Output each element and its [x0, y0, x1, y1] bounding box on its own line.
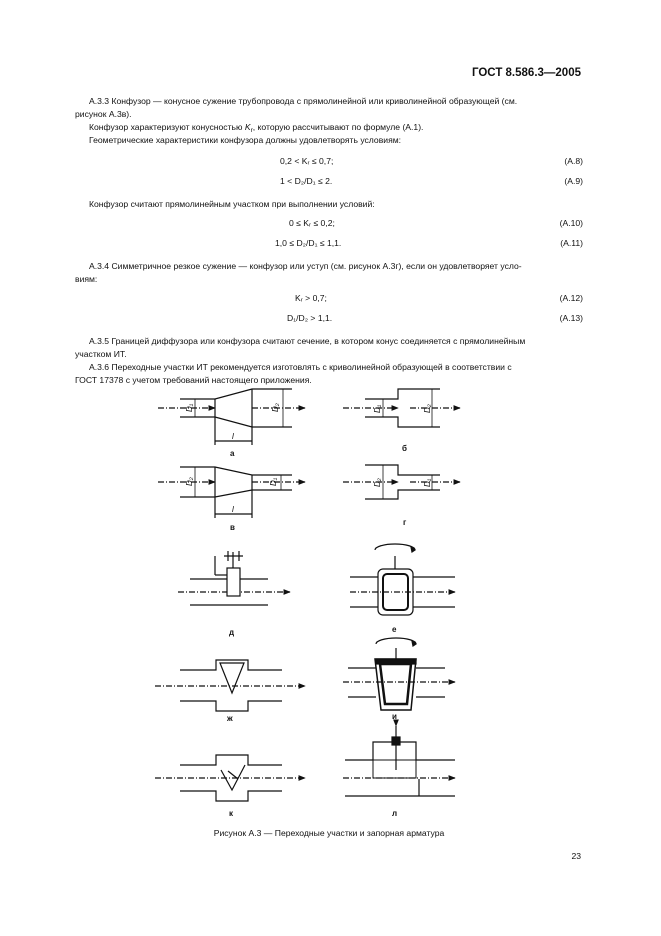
formula-a9-number: (А.9): [564, 176, 583, 186]
para-geom: Геометрические характеристики конфузора должны удовлетворять условиям:: [89, 135, 402, 145]
diagram-k-angle-valve: [155, 755, 305, 801]
formula-a12-expr: Kᵣ > 0,7;: [295, 293, 327, 303]
dim-b-d2: D₂: [423, 404, 432, 413]
para-a33-line1: А.3.3 Конфузор — конусное сужение трубопровода с прямолинейной или криволинейной образующей (см.: [89, 96, 518, 106]
para-a33-line2: рисунок А.3в).: [75, 109, 132, 119]
dim-g-d1: D₁: [423, 478, 432, 487]
formula-a8-number: (А.8): [564, 156, 583, 166]
document-header: ГОСТ 8.586.3—2005: [471, 67, 581, 79]
formula-a12-number: (А.12): [559, 293, 583, 303]
diagram-b-expansion: [343, 389, 460, 427]
label-zh: ж: [227, 714, 233, 723]
para-a35-line1: А.3.5 Границей диффузора или конфузора считают сечение, в котором конус соединяется с прямолинейным: [89, 336, 526, 346]
dim-a-d2: D₂: [271, 403, 280, 412]
dim-g-d2: D₂: [373, 478, 382, 487]
para-straight: Конфузор считают прямолинейным участком при выполнении условий:: [89, 199, 375, 209]
label-e: е: [392, 625, 397, 634]
diagram-zh-angle-valve: [155, 660, 305, 711]
dim-v-d2: D₂: [185, 477, 194, 486]
diagram-l-tee-valve: [343, 726, 455, 796]
dim-v-l: l: [232, 505, 234, 514]
formula-a11-number: (А.11): [560, 238, 583, 248]
dim-a-d1: D₁: [185, 403, 194, 412]
para-konfuzor-char: Конфузор характеризуют конусностью $K_r$, которую рассчитывают по формуле (А.1).: [89, 122, 424, 134]
formula-a10-expr: 0 ≤ Kᵣ ≤ 0,2;: [289, 218, 335, 228]
formula-a10-number: (А.10): [559, 218, 583, 228]
label-d: д: [229, 628, 235, 637]
formula-a11-expr: 1,0 ≤ D₂/D₁ ≤ 1,1.: [275, 238, 342, 248]
formula-a9-expr: 1 < D₂/D₁ ≤ 2.: [280, 176, 333, 186]
formula-a13-number: (А.13): [559, 313, 583, 323]
page-number: 23: [571, 851, 581, 861]
label-g: г: [403, 518, 407, 527]
formula-a8-expr: 0,2 < Kᵣ ≤ 0,7;: [280, 156, 334, 166]
label-k: к: [229, 809, 234, 818]
para-a34-line2: виям:: [75, 274, 98, 284]
figure-caption: Рисунок А.3 — Переходные участки и запорная арматура: [213, 828, 445, 838]
para-a35-line2: участком ИТ.: [75, 349, 127, 359]
dim-b-d1: D₁: [373, 404, 382, 413]
diagram-d-gate-valve: [178, 551, 290, 605]
label-v: в: [230, 523, 235, 532]
label-l: л: [392, 809, 398, 818]
para-a34-line1: А.3.4 Симметричное резкое сужение — конфузор или уступ (см. рисунок А.3г), если он удовлетворяет усло-: [89, 261, 522, 271]
para-a36-line2: ГОСТ 17378 с учетом требований настоящего приложения.: [75, 375, 312, 385]
label-i: и: [392, 712, 397, 721]
dim-v-d1: D₁: [269, 477, 278, 486]
label-a: а: [230, 449, 235, 458]
formula-a13-expr: D₁/D₂ > 1,1.: [287, 313, 333, 323]
label-b: б: [402, 444, 407, 453]
diagram-e-ball-valve: [350, 544, 455, 615]
dim-a-l: l: [232, 432, 234, 441]
diagram-g-contraction: [343, 465, 460, 499]
para-a36-line1: А.3.6 Переходные участки ИТ рекомендуется изготовлять с криволинейной образующей в соответствии с: [89, 362, 512, 372]
diagram-i-plug-valve: [343, 638, 455, 710]
